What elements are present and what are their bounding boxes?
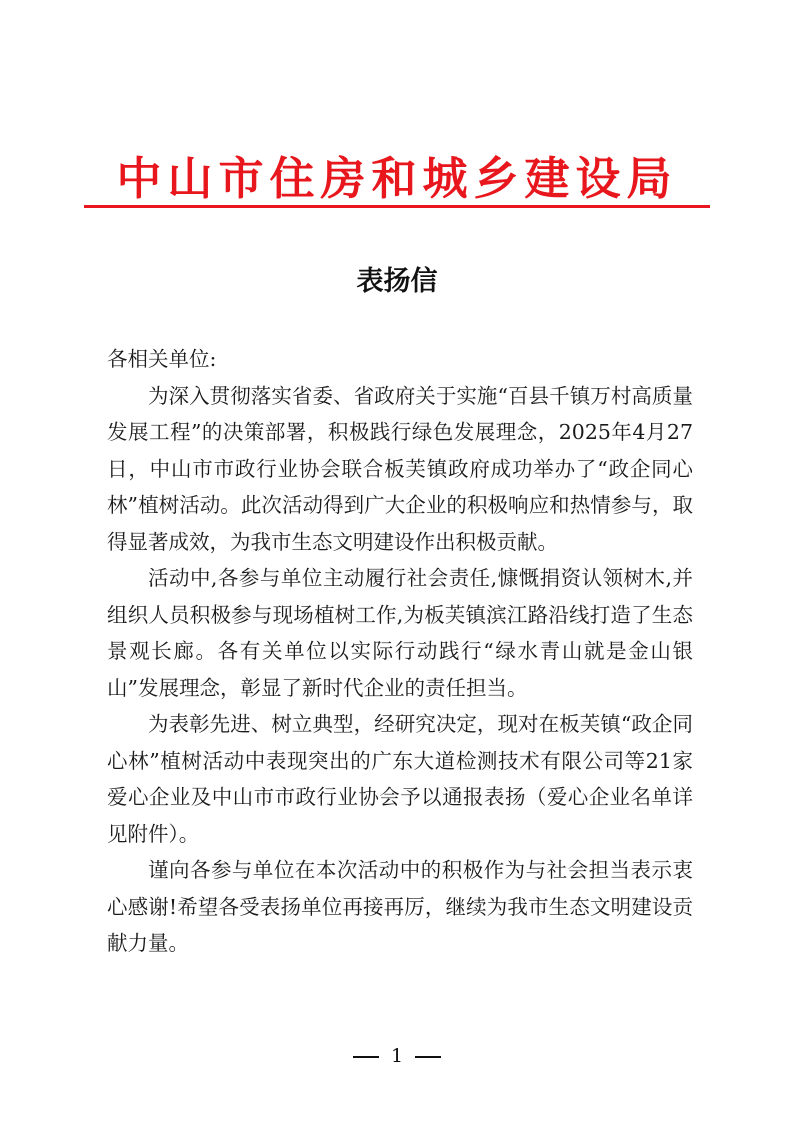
- paragraph-1: 为深入贯彻落实省委、省政府关于实施“百县千镇万村高质量发展工程”的决策部署，积极践行绿色发展理念，2025年4月27日，中山市市政行业协会联合板芙镇政府成功举办了“政企同心林”植树活动。此次活动得到广大企业的积极响应和热情参与，取得显著成效，为我市生态文明建设作出积极贡献。: [107, 383, 693, 554]
- page-number: 1: [390, 1045, 404, 1067]
- paragraph-2: 活动中,各参与单位主动履行社会责任,慷慨捐资认领树木,并组织人员积极参与现场植树工作,为板芙镇滨江路沿线打造了生态景观长廊。各有关单位以实际行动践行“绿水青山就是金山银山”发展理念，彰显了新时代企业的责任担当。: [107, 566, 693, 700]
- document-title: 表扬信: [356, 266, 438, 297]
- agency-header-title: 中山市住房和城乡建设局: [116, 152, 678, 205]
- page-number-dash-left: [353, 1056, 379, 1058]
- paragraph-3: 为表彰先进、树立典型，经研究决定，现对在板芙镇“政企同心林”植树活动中表现突出的广东大道检测技术有限公司等21家爱心企业及中山市市政行业协会予以通报表扬（爱心企业名单详见附件）。: [107, 712, 693, 846]
- page-number-dash-right: [415, 1056, 441, 1058]
- salutation: 各相关单位:: [107, 347, 217, 371]
- page-number-footer: [0, 1042, 794, 1070]
- header-red-rule: [84, 205, 710, 208]
- letter-body: [107, 341, 693, 962]
- paragraph-4: 谨向各参与单位在本次活动中的积极作为与社会担当表示衷心感谢!希望各受表扬单位再接再厉，继续为我市生态文明建设贡献力量。: [107, 858, 693, 955]
